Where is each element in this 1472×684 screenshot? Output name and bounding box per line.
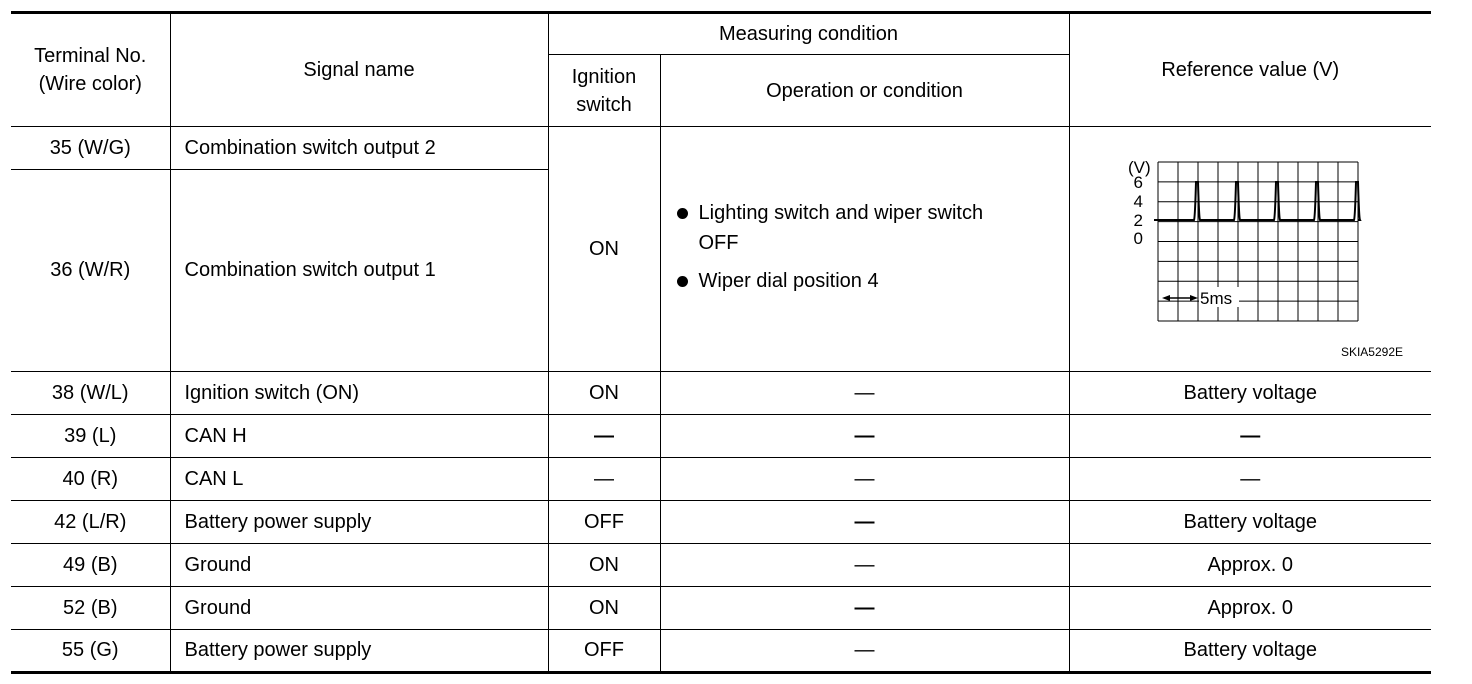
table-row bbox=[11, 501, 1431, 544]
cell-operation: — bbox=[660, 458, 1069, 501]
cell-signal: Ground bbox=[170, 544, 548, 587]
header-terminal bbox=[11, 13, 170, 127]
cell-ignition: ON bbox=[548, 587, 660, 630]
cell-reference: — bbox=[1069, 415, 1431, 458]
waveform-y-tick: 2 bbox=[1133, 211, 1143, 230]
cell-ignition: — bbox=[548, 415, 660, 458]
time-scale-marker bbox=[1162, 287, 1239, 308]
cell-signal: Battery power supply bbox=[170, 630, 548, 673]
figure-code: SKIA5292E bbox=[1340, 345, 1403, 359]
header-operation-condition: Operation or condition bbox=[660, 55, 1069, 127]
cell-reference-waveform bbox=[1069, 127, 1431, 372]
cell-reference: Approx. 0 bbox=[1069, 587, 1431, 630]
cell-signal: Battery power supply bbox=[170, 501, 548, 544]
cell-ignition: OFF bbox=[548, 501, 660, 544]
condition-1-line2: OFF bbox=[698, 232, 739, 254]
cell-signal: Ignition switch (ON) bbox=[170, 372, 548, 415]
cell-ignition: ON bbox=[548, 372, 660, 415]
header-ignition-switch bbox=[548, 55, 660, 127]
waveform-grid bbox=[1158, 162, 1358, 321]
header-reference-value: Reference value (V) bbox=[1069, 13, 1431, 127]
cell-ignition: — bbox=[548, 458, 660, 501]
header-ignition-line2: switch bbox=[576, 93, 632, 116]
cell-terminal: 52 (B) bbox=[11, 587, 170, 630]
waveform-y-tick: 0 bbox=[1133, 229, 1143, 248]
cell-terminal: 42 (L/R) bbox=[11, 501, 170, 544]
table-row bbox=[11, 587, 1431, 630]
cell-terminal: 49 (B) bbox=[11, 544, 170, 587]
cell-operation: — bbox=[660, 372, 1069, 415]
cell-reference: Battery voltage bbox=[1069, 630, 1431, 673]
cell-signal: Combination switch output 1 bbox=[170, 170, 548, 372]
cell-reference: Approx. 0 bbox=[1069, 544, 1431, 587]
cell-terminal: 55 (G) bbox=[11, 630, 170, 673]
cell-ignition: ON bbox=[548, 544, 660, 587]
cell-reference: — bbox=[1069, 458, 1431, 501]
cell-terminal: 39 (L) bbox=[11, 415, 170, 458]
header-measuring-condition: Measuring condition bbox=[548, 13, 1069, 55]
table-row bbox=[11, 458, 1431, 501]
table-row bbox=[11, 415, 1431, 458]
cell-operation: — bbox=[660, 415, 1069, 458]
cell-terminal: 36 (W/R) bbox=[11, 170, 170, 372]
header-row-1 bbox=[11, 13, 1431, 55]
cell-operation-shared bbox=[660, 127, 1069, 372]
waveform-y-tick: 4 bbox=[1133, 192, 1143, 211]
cell-signal: Ground bbox=[170, 587, 548, 630]
waveform-y-tick: 6 bbox=[1133, 173, 1143, 192]
table-row bbox=[11, 127, 1431, 170]
waveform-signal-line bbox=[1154, 182, 1360, 220]
cell-reference: Battery voltage bbox=[1069, 501, 1431, 544]
header-terminal-line2: (Wire color) bbox=[38, 73, 142, 95]
waveform-unit-label: (V) bbox=[1127, 158, 1151, 177]
condition-1-line1: Lighting switch and wiper switch bbox=[698, 202, 984, 224]
time-scale-label: 5ms bbox=[1199, 289, 1232, 308]
condition-item bbox=[677, 198, 1069, 258]
condition-list bbox=[661, 198, 1069, 296]
cell-signal: Combination switch output 2 bbox=[170, 127, 548, 170]
cell-signal: CAN L bbox=[170, 458, 548, 501]
terminal-spec-table-wrapper bbox=[11, 11, 1431, 674]
cell-operation: — bbox=[660, 501, 1069, 544]
cell-operation: — bbox=[660, 544, 1069, 587]
cell-ignition-shared: ON bbox=[548, 127, 660, 372]
header-ignition-line1: Ignition bbox=[571, 65, 637, 88]
table-row bbox=[11, 544, 1431, 587]
cell-operation: — bbox=[660, 630, 1069, 673]
terminal-spec-table bbox=[11, 11, 1431, 674]
table-row bbox=[11, 630, 1431, 673]
header-signal-name: Signal name bbox=[170, 13, 548, 127]
cell-reference: Battery voltage bbox=[1069, 372, 1431, 415]
cell-ignition: OFF bbox=[548, 630, 660, 673]
table-row bbox=[11, 372, 1431, 415]
cell-terminal: 38 (W/L) bbox=[11, 372, 170, 415]
cell-signal: CAN H bbox=[170, 415, 548, 458]
cell-operation: — bbox=[660, 587, 1069, 630]
waveform-graph bbox=[1070, 129, 1430, 369]
cell-terminal: 35 (W/G) bbox=[11, 127, 170, 170]
header-terminal-line1: Terminal No. bbox=[34, 45, 147, 67]
condition-item: Wiper dial position 4 bbox=[677, 266, 1069, 296]
cell-terminal: 40 (R) bbox=[11, 458, 170, 501]
